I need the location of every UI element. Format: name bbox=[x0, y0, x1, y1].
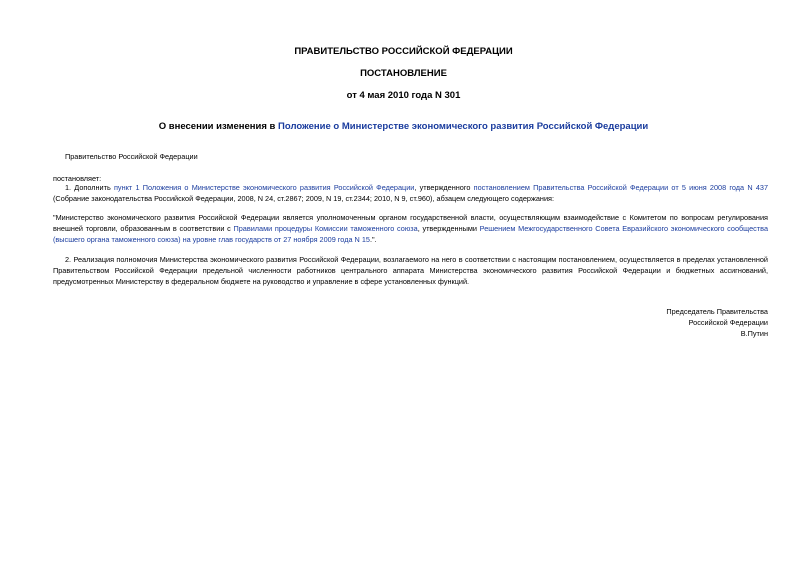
quote-text-1: "Министерство экономического развития Российской Федерации является уполномоченным органом государственной власти, осуществляющим взаимодействие с Комитетом по вопросам регулирования внешней торговли, образованным в соответствии с bbox=[53, 213, 768, 233]
decrees-line: постановляет: bbox=[53, 174, 102, 183]
quote-text-2: , утвержденными bbox=[417, 224, 480, 233]
paragraph-2: 2. Реализация полномочия Министерства экономического развития Российской Федерации, возлагаемого на него в соответствии с настоящим постановлением, осуществляется в пределах установленной Правительством Российской Федерации предельной численности работников центрального аппарата Министерства экономического развития Российской Федерации и бюджетных ассигнований, предусмотренных Министерству в федеральном бюджете на руководство и управление в сфере установленных функций. bbox=[53, 255, 768, 286]
p1-text-1: 1. Дополнить bbox=[65, 183, 114, 192]
doc-type-heading: ПОСТАНОВЛЕНИЕ bbox=[360, 68, 447, 79]
paragraph-1 bbox=[53, 182, 768, 204]
title-prefix: О внесении изменения в bbox=[158, 121, 279, 132]
government-line: Правительство Российской Федерации bbox=[65, 152, 198, 161]
p1-text-3: (Собрание законодательства Российской Федерации, 2008, N 24, ст.2867; 2009, N 19, ст.2344; 2010, N 9, ст.960), абзацем следующего содержания: bbox=[53, 194, 554, 203]
date-number-heading: от 4 мая 2010 года N 301 bbox=[346, 90, 461, 101]
quote-link-1[interactable]: Правилами процедуры Комиссии таможенного союза bbox=[233, 224, 418, 233]
signature-title: Председатель Правительства bbox=[666, 307, 768, 316]
quote-text-3: .". bbox=[369, 235, 377, 244]
p1-text-2: , утвержденного bbox=[414, 183, 474, 192]
title-link[interactable]: Положение о Министерстве экономического развития Российской Федерации bbox=[278, 121, 649, 132]
quote-link-2[interactable]: Решением Межгосударственного Совета Евразийского экономического сообщества (высшего органа таможенного союза) на уровне глав государств от 27 ноября 2009 года N 15 bbox=[53, 224, 769, 244]
signature-name: В.Путин bbox=[740, 329, 768, 338]
p1-link-1[interactable]: пункт 1 Положения о Министерстве экономического развития Российской Федерации bbox=[113, 183, 415, 192]
quoted-paragraph bbox=[53, 212, 768, 245]
p1-link-2[interactable]: постановлением Правительства Российской Федерации от 5 июня 2008 года N 437 bbox=[473, 183, 769, 192]
signature-org: Российской Федерации bbox=[688, 318, 768, 327]
document-title bbox=[0, 121, 807, 132]
authority-heading: ПРАВИТЕЛЬСТВО РОССИЙСКОЙ ФЕДЕРАЦИИ bbox=[294, 46, 513, 57]
